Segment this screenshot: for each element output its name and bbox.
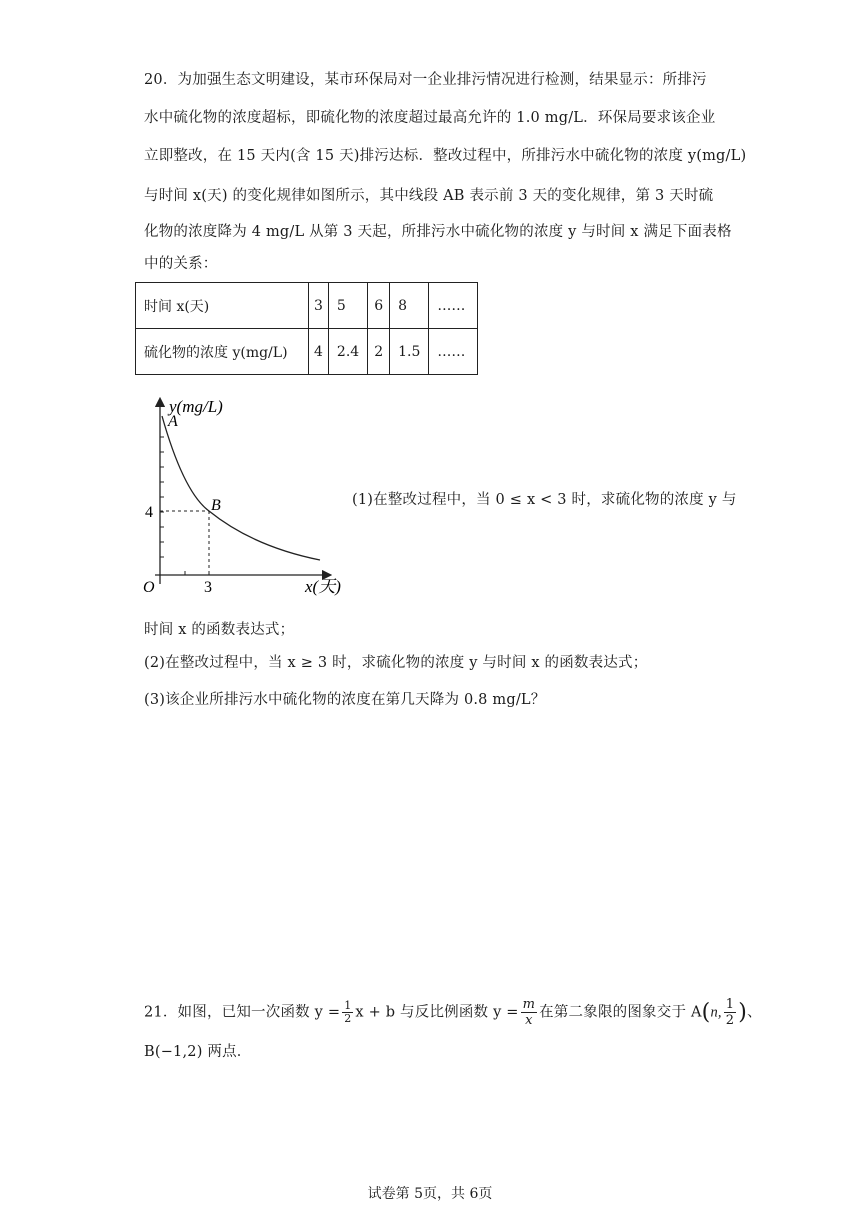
- table-row-time: [136, 283, 478, 329]
- y-axis-label: y(mg/L): [169, 397, 223, 416]
- fraction-a-y: $\frac{1}{2}$: [725, 997, 735, 1028]
- table-cell: 5: [328, 283, 367, 329]
- q20-part2: (2)在整改过程中，当 x ≥ 3 时，求硫化物的浓度 y 与时间 x 的函数表达式；: [144, 655, 648, 671]
- table-cell: 2.4: [328, 329, 367, 375]
- q20-line-3: 立即整改，在 15 天内(含 15 天)排污达标．整改过程中，所排污水中硫化物的浓度 y(mg/L): [144, 148, 747, 164]
- q20-line-1: 20．为加强生态文明建设，某市环保局对一企业排污情况进行检测，结果显示：所排污: [144, 72, 707, 88]
- q21-line-1: 21．如图，已知一次函数 y = $\frac{1}{2}$ x + b 与反比例函数 y = $\frac{m}{x}$ 在第二象限的图象交于 A(n, $\frac{1}{2}$ )、: [144, 997, 762, 1028]
- q20-line-4: 与时间 x(天) 的变化规律如图所示，其中线段 AB 表示前 3 天的变化规律，第 3 天时硫: [144, 188, 714, 204]
- fraction-one-half: $\frac{1}{2}$: [344, 999, 352, 1025]
- table-cell: 时间 x(天): [136, 283, 309, 329]
- point-a-label: A: [168, 413, 178, 430]
- origin-label: O: [143, 579, 155, 596]
- q20-line-5: 化物的浓度降为 4 mg/L 从第 3 天起，所排污水中硫化物的浓度 y 与时间 x 满足下面表格: [144, 224, 732, 240]
- table-cell: ……: [429, 283, 478, 329]
- concentration-graph: [135, 392, 355, 602]
- q21-text-mid: x + b 与反比例函数 y =: [355, 1004, 519, 1021]
- q20-line-2: 水中硫化物的浓度超标，即硫化物的浓度超过最高允许的 1.0 mg/L．环保局要求该企业: [144, 110, 716, 126]
- table-cell: 3: [309, 283, 329, 329]
- q21-text-end: 、: [747, 1004, 762, 1021]
- fraction-m-over-x: $\frac{m}{x}$: [522, 997, 536, 1028]
- table-cell: 6: [368, 283, 390, 329]
- q20-line-6: 中的关系：: [144, 256, 218, 272]
- tick-label-y: 4: [145, 504, 153, 521]
- point-b-label: B: [211, 497, 221, 514]
- page-footer: 试卷第 5页，共 6页: [367, 1186, 493, 1202]
- point-a-coord: n,: [710, 1004, 722, 1021]
- table-cell: ……: [429, 329, 478, 375]
- concentration-curve: [162, 416, 320, 560]
- table-cell: 2: [368, 329, 390, 375]
- tick-label-x: 3: [204, 579, 212, 596]
- table-row-concentration: [136, 329, 478, 375]
- x-axis-label: x(天): [305, 577, 341, 596]
- table-cell: 8: [390, 283, 429, 329]
- q21-text-post: 在第二象限的图象交于 A: [539, 1004, 702, 1021]
- q21-text-pre: 21．如图，已知一次函数 y =: [144, 1004, 341, 1021]
- data-table: [135, 282, 478, 375]
- table-cell: 1.5: [390, 329, 429, 375]
- table-cell: 硫化物的浓度 y(mg/L): [136, 329, 309, 375]
- q21-line-2: B(−1,2) 两点．: [144, 1044, 252, 1060]
- q20-part1-a: (1)在整改过程中，当 0 ≤ x < 3 时，求硫化物的浓度 y 与: [352, 492, 737, 508]
- q20-part1-b: 时间 x 的函数表达式；: [144, 622, 295, 638]
- q20-part3: (3)该企业所排污水中硫化物的浓度在第几天降为 0.8 mg/L？: [144, 692, 546, 708]
- table-cell: 4: [309, 329, 329, 375]
